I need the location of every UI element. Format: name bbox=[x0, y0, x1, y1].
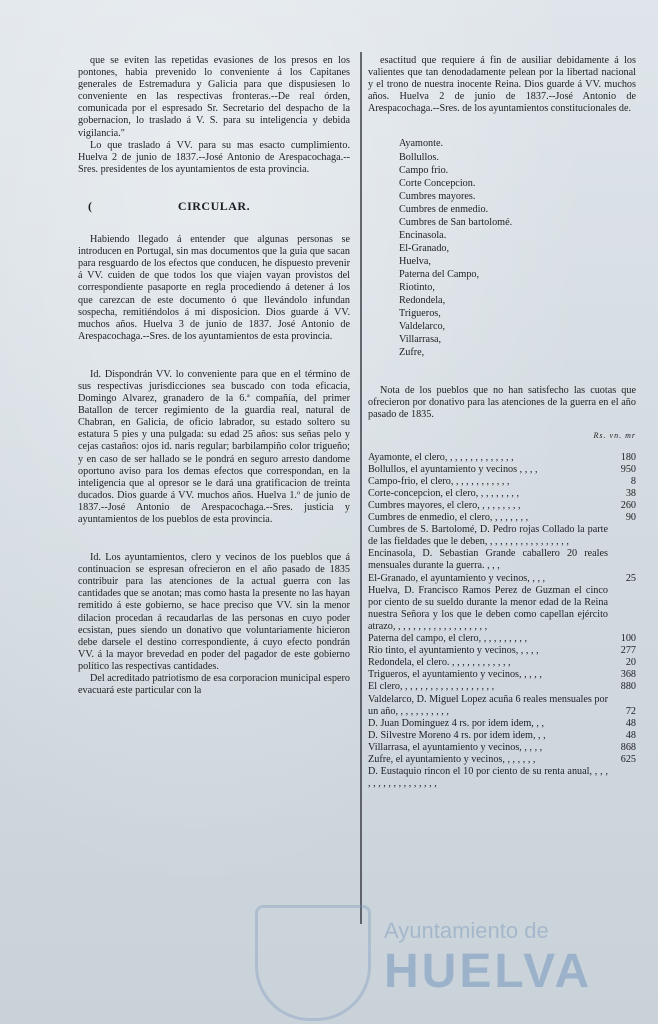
list-item: Cumbres de enmedio. bbox=[399, 203, 489, 215]
list-item: Cumbres mayores. bbox=[399, 190, 476, 202]
list-item: Huelva, bbox=[399, 255, 431, 267]
table-row bbox=[368, 512, 636, 524]
row-value: 48 bbox=[625, 729, 636, 741]
row-value: 90 bbox=[625, 512, 636, 524]
table-row bbox=[368, 681, 636, 693]
table-row bbox=[368, 657, 636, 669]
row-value: 625 bbox=[620, 753, 636, 765]
table-row bbox=[368, 452, 636, 464]
table-row bbox=[368, 754, 636, 766]
circular-heading bbox=[78, 200, 350, 212]
row-text: Corte-concepcion, el clero, , , , , , , , , bbox=[368, 487, 520, 499]
row-value: 180 bbox=[620, 451, 636, 463]
right-paragraph-1: esactitud que requiere á fin de ausiliar debidamente á los valientes que tan denodadamente pelean por la libertad nacional y el trono de nuestra inocente Reina. Dios guarde á VV. muchos años. Huelva 2 de junio de 1837.--José Antonio de Arespacochaga.--Sres. de los ayuntamientos constitucionales de. bbox=[368, 55, 636, 115]
town-list bbox=[368, 137, 636, 359]
table-row bbox=[368, 718, 636, 730]
table-row bbox=[368, 645, 636, 657]
watermark-shield-icon bbox=[255, 905, 371, 1021]
table-row bbox=[368, 669, 636, 681]
row-text: Huelva, D. Francisco Ramos Perez de Guzman el cinco por ciento de su sueldo durante la menor edad de la Reina nuestra Señora y los que le deben como capellan ejército atrazo, , , , , , , , , , , , , , , , , , , bbox=[368, 584, 608, 632]
table-row bbox=[368, 476, 636, 488]
left-paragraph-5: Id. Los ayuntamientos, clero y vecinos de los pueblos que á continuacion se espresan ofrecieron en el año pasado de 1835 contribuir para las atenciones de la actual guerra con las cantidades que se anotan; mas como hasta la presente no las hayan remitido á este gobierno, se hace preciso que VV. sin la menor dilacion procedan á recaudarlas de las personas en cuyo poder ecsistan, pues siendo un donativo que voluntariamente hicieron debe darsele el destino correspondiente, á cuyo efecto pondrán VV. á la mayor brevedad en poder del pagador de este gobierno político las respectivas cantidades. bbox=[78, 552, 350, 672]
table-row bbox=[368, 524, 636, 548]
row-value: 950 bbox=[620, 463, 636, 475]
row-value: 100 bbox=[620, 633, 636, 645]
row-value: 368 bbox=[620, 669, 636, 681]
row-text: Cumbres de S. Bartolomé, D. Pedro rojas Collado la parte de las fieldades que le deben, , , , , , , , , , , , , , , , , bbox=[368, 524, 608, 548]
left-paragraph-1: que se eviten las repetidas evasiones de los presos en los pontones, habia prevenido lo conveniente á los Capitanes generales de Estremadura y Galicia para que dispusiesen lo conveniente en las respectivas fronteras.--De real órden, comunicada por el espresado Sr. Secretario del despacho de la gobernacion, lo traslado á V. S. para su inteligencia y debida vigilancia." bbox=[78, 55, 350, 139]
row-text: Encinasola, D. Sebastian Grande caballero 20 reales mensuales durante la guerra. , , , bbox=[368, 548, 608, 572]
row-text: D. Eustaquio rincon el 10 por ciento de su renta anual, , , , , , , , , , , , , , , , , , bbox=[368, 766, 608, 790]
table-row bbox=[368, 464, 636, 476]
row-value: 880 bbox=[620, 681, 636, 693]
row-value: 260 bbox=[620, 500, 636, 512]
row-text: Ayamonte, el clero, , , , , , , , , , , , , , bbox=[368, 451, 514, 463]
list-item: Zufre, bbox=[399, 347, 425, 359]
row-value: 868 bbox=[620, 741, 636, 753]
left-paragraph-2: Lo que traslado á VV. para su mas esacto cumplimiento. Huelva 2 de junio de 1837.--José Antonio de Arespacochaga.--Sres. presidentes de los ayuntamientos de esta provincia. bbox=[78, 139, 350, 175]
list-item: Valdelarco, bbox=[399, 321, 446, 333]
left-paragraph-3: Habiendo llegado á entender que algunas personas se introducen en Portugal, sin mas documentos que la guia que sacan para resguardo de los efectos que conducen, he dispuesto prevenir á VV. cuiden de que todos los que viajen vayan provistos del correspondiente pasaporte en regla procediendo á detener á los que carezcan de este documento ó que llevándolo infundan sospecha, remitiéndolos á mi disposicion. Dios guarde á VV. muchos años. Huelva 3 de junio de 1837. José Antonio de Arespacochaga.--Sres. de los ayuntamientos de esta provincia. bbox=[78, 234, 350, 342]
list-item: Redondela, bbox=[399, 295, 446, 307]
list-item: Encinasola. bbox=[399, 229, 447, 241]
row-text: Paterna del campo, el clero, , , , , , , , , , bbox=[368, 633, 527, 645]
list-item: El-Granado, bbox=[399, 242, 450, 254]
right-column bbox=[368, 55, 636, 790]
left-column bbox=[78, 55, 350, 697]
table-row bbox=[368, 573, 636, 585]
row-text: El clero, , , , , , , , , , , , , , , , , , , bbox=[368, 681, 495, 693]
left-paragraph-6: Del acreditado patriotismo de esa corporacion municipal espero evacuará este particular con la bbox=[78, 673, 350, 697]
row-text: Cumbres de enmedio, el clero, , , , , , , , bbox=[368, 512, 529, 524]
row-value: 25 bbox=[625, 572, 636, 584]
table-row bbox=[368, 633, 636, 645]
row-text: Trigueros, el ayuntamiento y vecinos, , , , , bbox=[368, 669, 542, 681]
row-text: D. Silvestre Moreno 4 rs. por idem idem, , , bbox=[368, 729, 546, 741]
row-text: Rio tinto, el ayuntamiento y vecinos, , , , , bbox=[368, 645, 539, 657]
row-text: Cumbres mayores, el clero, , , , , , , , , bbox=[368, 500, 521, 512]
row-value: 38 bbox=[625, 487, 636, 499]
table-row bbox=[368, 694, 636, 718]
row-text: Bollullos, el ayuntamiento y vecinos , , , , bbox=[368, 463, 538, 475]
list-item: Ayamonte. bbox=[399, 138, 444, 150]
heading-text: CIRCULAR. bbox=[177, 198, 251, 213]
list-item: Paterna del Campo, bbox=[399, 268, 480, 280]
list-item: Campo frio. bbox=[399, 164, 449, 176]
watermark-line-1: Ayuntamiento de bbox=[384, 918, 549, 943]
list-item: Riotinto, bbox=[399, 281, 435, 293]
left-paragraph-4: Id. Dispondrán VV. lo conveniente para que en el término de sus respectivas jurisdicciones sea buscado con toda eficacia, Domingo Alvarez, granadero de la 6.ª compañía, del primer Batallon de tercer regimiento de la guardia real, natural de Chabran, en Galicia, de oficio labrador, su estado soltero su estatura 5 pies y una pulgada: su edad 25 años: sus señas pelo y cejas castaños: ojos id. naris regular; barbilampiño color trigueño; y en caso de ser hallado se le pondrá en seguro arresto dandome oportuno aviso para los demas efectos que correspondan, en la inteligencia que al opresor se le dará una gratificacion de treinta ducados. Dios guarde á VV. muchos años. Huelva 1.º de junio de 1837.--José Antonio de Arespacochaga.--Sres. justicia y ayuntamientos de los pueblos de esta provincia. bbox=[78, 368, 350, 525]
row-text: Redondela, el clero. , , , , , , , , , , , , bbox=[368, 657, 511, 669]
list-item: Villarrasa, bbox=[399, 334, 442, 346]
list-item: Trigueros, bbox=[399, 308, 441, 320]
row-text: Zufre, el ayuntamiento y vecinos, , , , , , , bbox=[368, 753, 536, 765]
table-row bbox=[368, 500, 636, 512]
row-value: 20 bbox=[625, 657, 636, 669]
right-paragraph-2: Nota de los pueblos que no han satisfecho las cuotas que ofrecieron por donativo para las atenciones de la guerra en el año pasado de 1835. bbox=[368, 385, 636, 421]
heading-bracket: ( bbox=[88, 198, 93, 213]
donation-table bbox=[368, 452, 636, 791]
table-row bbox=[368, 730, 636, 742]
list-item: Cumbres de San bartolomé. bbox=[399, 216, 513, 228]
table-row bbox=[368, 766, 636, 790]
table-row bbox=[368, 742, 636, 754]
row-text: Villarrasa, el ayuntamiento y vecinos, , , , , bbox=[368, 741, 543, 753]
row-value: 8 bbox=[630, 475, 636, 487]
row-text: Valdelarco, D. Miguel Lopez acuña 6 reales mensuales por un año, , , , , , , , , , , bbox=[368, 693, 608, 717]
row-text: El-Granado, el ayuntamiento y vecinos, , , , bbox=[368, 572, 546, 584]
row-text: D. Juan Dominguez 4 rs. por idem idem, , , bbox=[368, 717, 544, 729]
unit-header: Rs. vn. mr bbox=[593, 430, 636, 440]
table-row bbox=[368, 488, 636, 500]
watermark-line-2: HUELVA bbox=[384, 945, 593, 998]
list-item: Bollullos. bbox=[399, 151, 439, 163]
list-item: Corte Concepcion. bbox=[399, 177, 476, 189]
row-value: 48 bbox=[625, 717, 636, 729]
row-value: 277 bbox=[620, 645, 636, 657]
table-row bbox=[368, 548, 636, 572]
row-text: Campo-frio, el clero, , , , , , , , , , , , bbox=[368, 475, 510, 487]
row-value: 72 bbox=[625, 705, 636, 717]
table-row bbox=[368, 585, 636, 633]
column-divider bbox=[360, 52, 362, 924]
